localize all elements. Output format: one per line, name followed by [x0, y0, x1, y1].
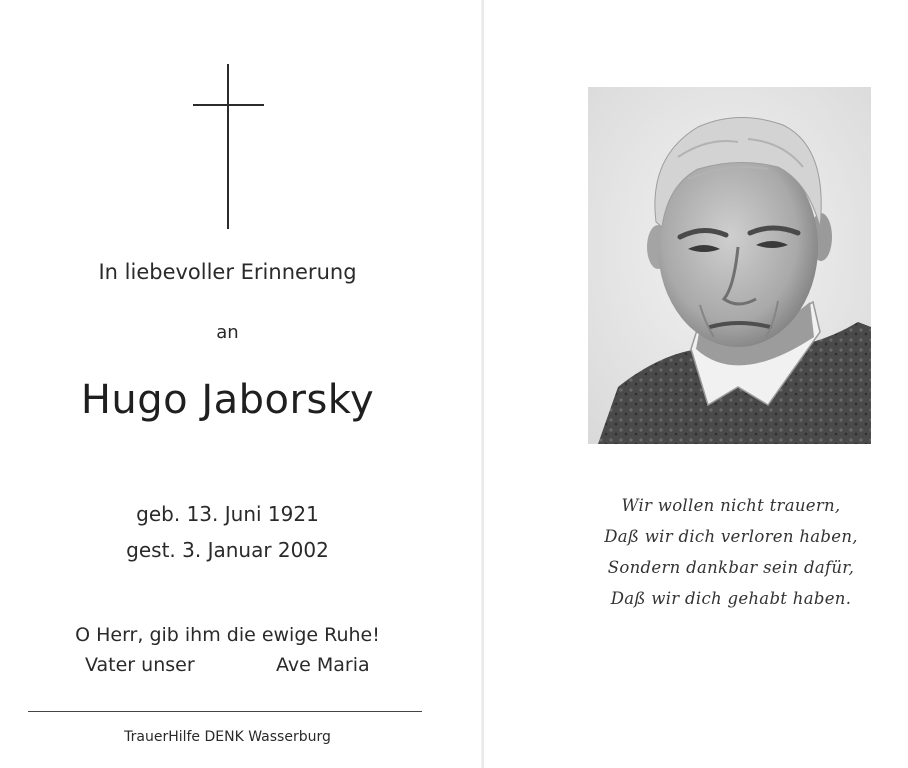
prayer-line: O Herr, gib ihm die ewige Ruhe!	[75, 624, 380, 646]
poem-line-2: Daß wir dich verloren haben,	[604, 527, 858, 546]
prayer-vater-unser: Vater unser	[85, 654, 195, 676]
cross-horizontal-bar	[193, 104, 264, 106]
cross-vertical-bar	[227, 64, 229, 229]
intro-text: In liebevoller Erinnerung	[98, 260, 357, 284]
poem-line-1: Wir wollen nicht trauern,	[621, 496, 841, 515]
an-text: an	[216, 322, 239, 343]
deceased-name: Hugo Jaborsky	[80, 377, 375, 423]
poem-line-4: Daß wir dich gehabt haben.	[610, 589, 852, 608]
death-date: gest. 3. Januar 2002	[126, 538, 329, 562]
portrait-photo	[588, 87, 871, 444]
printer-credit: TrauerHilfe DENK Wasserburg	[124, 729, 331, 745]
poem-line-3: Sondern dankbar sein dafür,	[607, 558, 855, 577]
divider-line	[28, 711, 422, 712]
prayer-ave-maria: Ave Maria	[276, 654, 370, 676]
birth-date: geb. 13. Juni 1921	[136, 502, 319, 526]
